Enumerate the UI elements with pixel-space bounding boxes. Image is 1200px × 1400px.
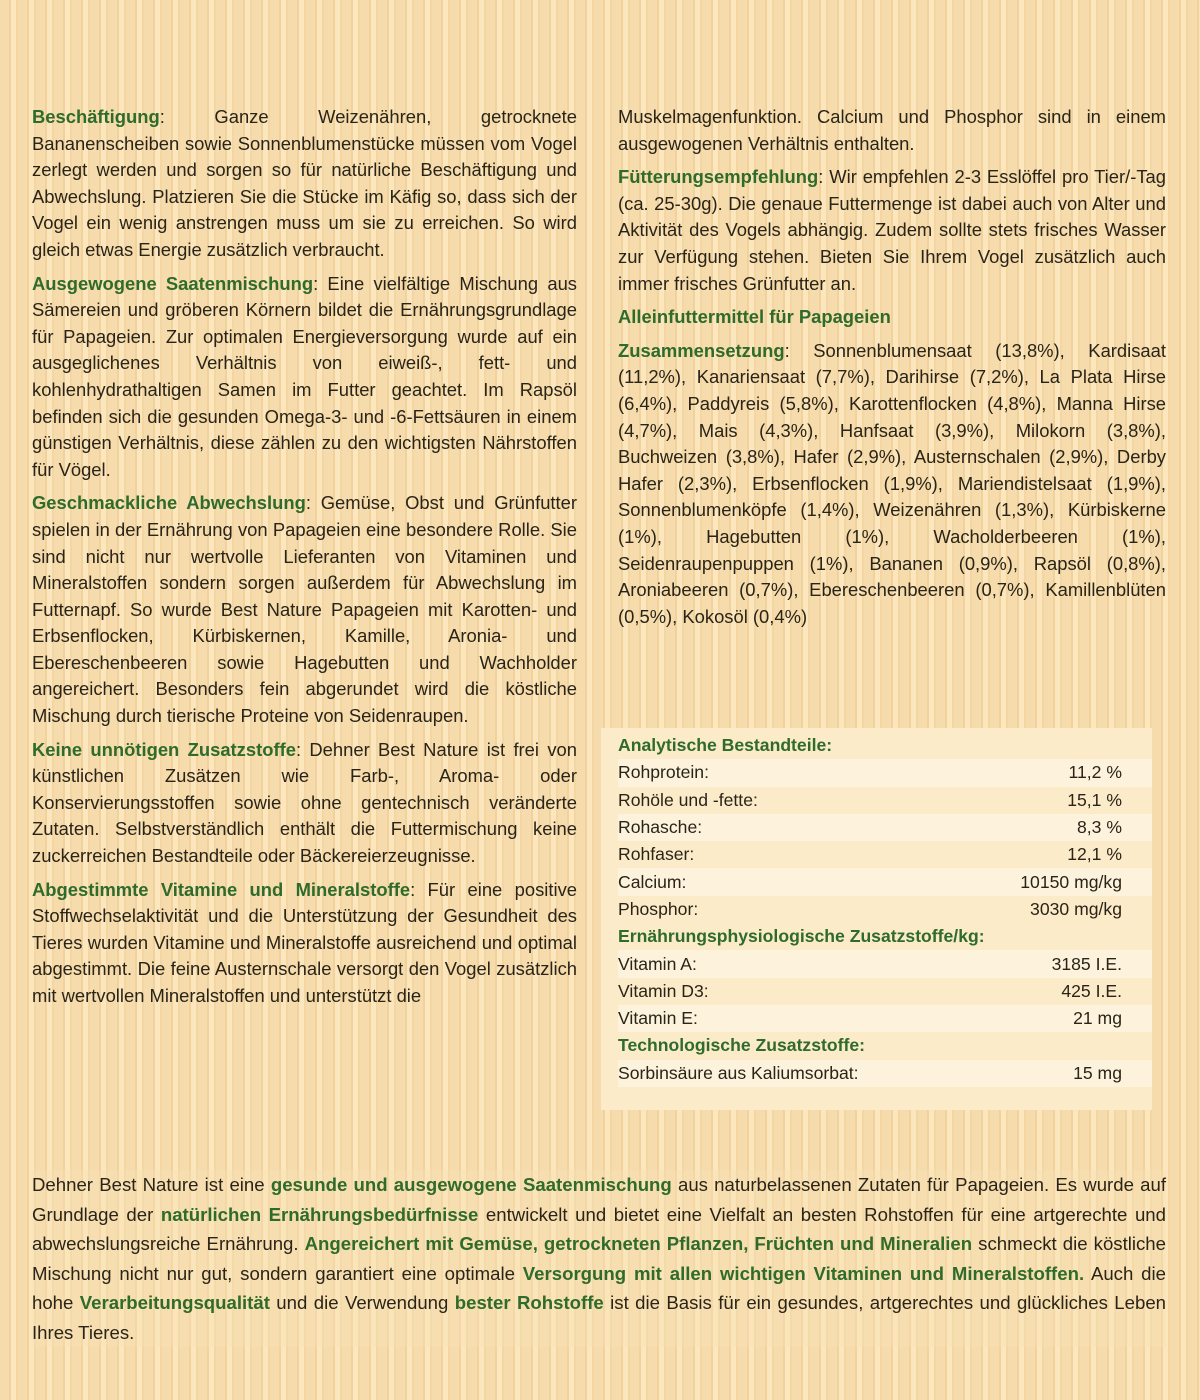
highlight-text: natürlichen Ernährungsbedürfnisse — [160, 1203, 479, 1225]
para-text: : Sonnenblumensaat (13,8%), Kardisaat (11,2%), Kanariensaat (7,7%), Darihirse (7,2%), La Plata Hirse (6,4%), Paddyreis (5,8%), Karottenflocken (4,8%), Manna Hirse (4,7%), Mais (4,3%), Hanfsaat (3,9%), Milokorn (3,8%), Buchweizen (3,8%), Hafer (2,9%), Austernschalen (2,9%), Derby Hafer (2,3%), Erbsenflocken (1,9%), Mariendistelsaat (1,9%), Sonnenblumenköpfe (1,4%), Weizenähren (1,3%), Kürbiskerne (1%), Hagebutten (1%), Wacholderbeeren (1%), Seidenraupenpuppen (1%), Bananen (0,9%), Rapsöl (0,8%), Aroniabeeren (0,7%), Ebereschenbeeren (0,7%), Kamillenblüten (0,5%), Kokosöl (0,4%) — [618, 339, 1166, 627]
para-heading: Beschäftigung — [32, 106, 160, 127]
table-row — [618, 868, 1152, 895]
row-label: Phosphor: — [618, 898, 699, 919]
row-value: 3185 I.E. — [963, 950, 1152, 977]
para-heading: Fütterungsempfehlung — [618, 166, 819, 188]
left-column — [32, 104, 577, 1017]
row-label: Rohöle und -fette: — [618, 789, 758, 810]
row-label: Calcium: — [618, 868, 963, 895]
table-row — [618, 814, 1152, 841]
highlight-text: gesunde und ausgewogene Saatenmischung — [270, 1174, 672, 1195]
right-column — [618, 104, 1166, 637]
nutrition-heading-row — [618, 923, 1152, 950]
para-text: : Für eine positive Stoffwechselaktivität und die Unterstützung der Gesundheit des Tieres wurden Vitamine und Mineralstoffe ausreichend und optimal abgestimmt. Die feine Austernschale versorgt den Vogel zusätzlich mit wertvollen Mineralstoffen und unterstützt die — [32, 878, 578, 1006]
row-value: 3030 mg/kg — [1030, 898, 1122, 919]
row-value: 15,1 % — [1067, 789, 1122, 810]
row-value: 8,3 % — [963, 814, 1152, 841]
para-abwechslung — [32, 490, 577, 729]
row-value: 10150 mg/kg — [963, 868, 1152, 895]
bottom-paragraph — [32, 1170, 1166, 1347]
analysis-box — [601, 728, 1152, 1110]
product-type-heading: Alleinfuttermittel für Papageien — [618, 306, 891, 328]
body-text: und die Verwendung — [269, 1292, 455, 1313]
para-text: : Ganze Weizenähren, getrocknete Bananenscheiben sowie Sonnenblumenstücke müssen vom Vogel zerlegt werden und sorgen so für natürliche Beschäftigung und Abwechslung. Platzieren Sie die Stücke im Käfig so, dass sich der Vogel ein wenig anstrengen muss um sie zu erreichen. So wird gleich etwas Energie zusätzlich verbraucht. — [32, 106, 577, 260]
row-label: Rohfaser: — [618, 844, 695, 865]
body-text: Auch die hohe — [32, 1262, 1166, 1313]
row-value: 425 I.E. — [1061, 980, 1122, 1001]
table-row — [618, 1005, 1152, 1032]
body-text: entwickelt und bietet eine Vielfalt an besten Rohstoffen für eine artgerechte und abwechslungsreiche Ernährung. — [32, 1203, 1166, 1254]
table-row — [618, 896, 1152, 923]
para-heading: Geschmackliche Abwechslung — [32, 492, 306, 514]
tech-heading-row — [618, 1032, 1152, 1059]
highlight-text: Angereichert mit Gemüse, getrockneten Pflanzen, Früchten und Mineralien — [304, 1233, 973, 1254]
body-text: Dehner Best Nature ist eine — [32, 1174, 271, 1195]
para-vitamine — [32, 877, 577, 1010]
row-label: Vitamin D3: — [618, 980, 709, 1001]
para-text: : Eine vielfältige Mischung aus Sämereien und gröberen Körnern bildet die Ernährungsgrundlage für Papageien. Zur optimalen Energieversorgung wurde auf ein ausgeglichenes Verhältnis von eiweiß-, fett- und kohlenhydrathaltigen Samen im Futter geachtet. Im Rapsöl befinden sich die gesunden Omega-3- und -6-Fettsäuren in einem günstigen Verhältnis, diese zählen zu den wichtigsten Nährstoffen für Vögel. — [32, 272, 578, 480]
highlight-text: Verarbeitungsqualität — [79, 1292, 270, 1313]
body-text: ist die Basis für ein gesundes, artgerechtes und glückliches Leben Ihres Tieres. — [32, 1292, 1167, 1343]
para-heading: Abgestimmte Vitamine und Mineralstoffe — [32, 878, 411, 900]
para-zusammensetzung — [618, 338, 1166, 631]
para-heading: Keine unnötigen Zusatzstoffe — [32, 738, 296, 760]
table-row — [618, 978, 1152, 1005]
table-row — [618, 841, 1152, 868]
row-value: 15 mg — [963, 1060, 1152, 1087]
body-text: aus naturbelassenen Zutaten für Papageien. Es wurde auf Grundlage der — [32, 1174, 1166, 1225]
table-row — [618, 950, 1152, 977]
row-label: Vitamin A: — [618, 950, 963, 977]
table-row — [618, 1060, 1152, 1087]
para-text: : Gemüse, Obst und Grünfutter spielen in der Ernährung von Papageien eine besondere Rolle. Sie sind nicht nur wertvolle Lieferanten von Vitaminen und Mineralstoffen sondern sorgen außerdem für Abwechslung im Futternapf. So wurde Best Nature Papageien mit Karotten- und Erbsenflocken, Kürbiskernen, Kamille, Aronia- und Ebereschenbeeren sowie Hagebutten und Wachholder angereichert. Besonders fein abgerundet wird die köstliche Mischung durch tierische Proteine von Seidenraupen. — [32, 492, 577, 727]
row-value: 21 mg — [963, 1005, 1152, 1032]
para-saatenmischung — [32, 271, 577, 484]
para-fuetterung — [618, 164, 1166, 297]
para-continuation: Muskelmagenfunktion. Calcium und Phosphor sind in einem ausgewogenen Verhältnis enthalten. — [618, 106, 1166, 154]
row-value: 11,2 % — [963, 759, 1152, 786]
highlight-text: Versorgung mit allen wichtigen Vitaminen und Mineralstoffen. — [522, 1262, 1085, 1284]
table-heading: Technologische Zusatzstoffe: — [618, 1035, 865, 1056]
highlight-text: bester Rohstoffe — [454, 1292, 604, 1313]
row-label: Rohasche: — [618, 814, 963, 841]
para-heading: Ausgewogene Saatenmischung — [32, 272, 314, 294]
table-row — [618, 759, 1152, 786]
para-text: : Dehner Best Nature ist frei von künstlichen Zusätzen wie Farb-, Aroma- oder Konservierungsstoffen sowie ohne gentechnisch veränderte Zutaten. Selbstverständlich enthält die Futtermischung keine zuckerreichen Bestandteile oder Bäckereierzeugnisse. — [32, 738, 577, 867]
para-text: : Wir empfehlen 2-3 Esslöffel pro Tier/-Tag (ca. 25-30g). Die genaue Futtermenge ist dabei auch von Alter und Aktivität des Vogels abhängig. Zudem sollte stets frisches Wasser zur Verfügung stehen. Bieten Sie Ihrem Vogel zusätzlich auch immer frisches Grünfutter an. — [618, 166, 1166, 294]
para-beschaeftigung — [32, 104, 577, 264]
para-zusatzstoffe — [32, 737, 577, 870]
table-heading: Analytische Bestandteile: — [618, 735, 833, 756]
row-label: Rohprotein: — [618, 759, 963, 786]
para-heading: Zusammensetzung — [618, 339, 785, 361]
body-text: schmeckt die köstliche Mischung nicht nur gut, sondern garantiert eine optimale — [32, 1233, 1166, 1284]
row-label: Vitamin E: — [618, 1005, 963, 1032]
row-value: 12,1 % — [1067, 844, 1122, 865]
table-row — [618, 787, 1152, 814]
table-heading: Ernährungsphysiologische Zusatzstoffe/kg: — [618, 926, 985, 947]
analysis-table — [618, 732, 1152, 1087]
analytic-heading-row — [618, 732, 1152, 759]
row-label: Sorbinsäure aus Kaliumsorbat: — [618, 1060, 963, 1087]
